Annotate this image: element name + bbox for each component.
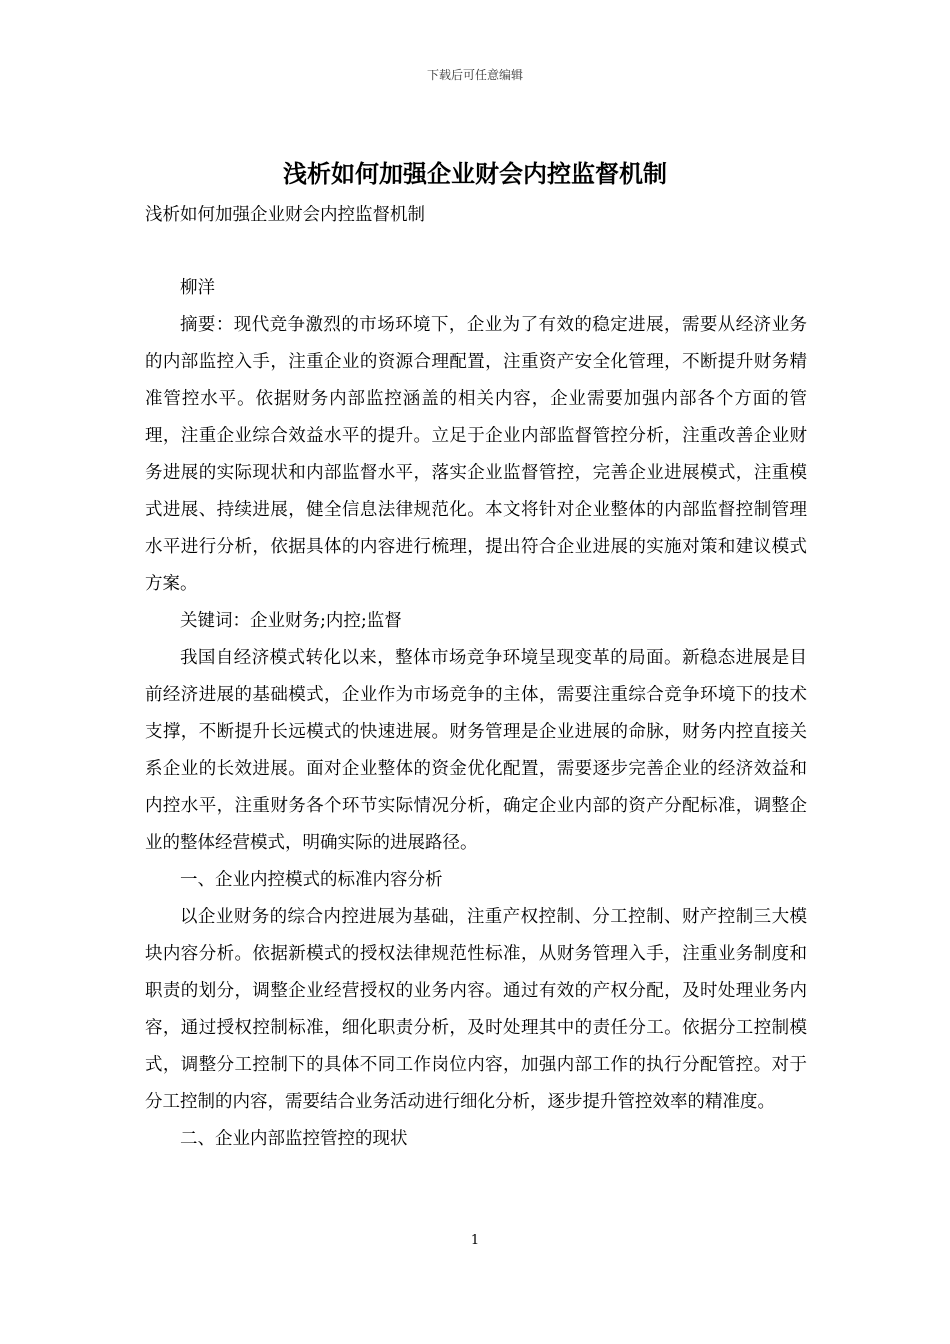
document-body (145, 270, 807, 1158)
abstract-paragraph: 摘要：现代竞争激烈的市场环境下，企业为了有效的稳定进展，需要从经济业务的内部监控入手，注重企业的资源合理配置，注重资产安全化管理，不断提升财务精准管控水平。依据财务内部监控涵盖的相关内容，企业需要加强内部各个方面的管理，注重企业综合效益水平的提升。立足于企业内部监督管控分析，注重改善企业财务进展的实际现状和内部监督水平，落实企业监督管控，完善企业进展模式，注重模式进展、持续进展，健全信息法律规范化。本文将针对企业整体的内部监督控制管理水平进行分析，依据具体的内容进行梳理，提出符合企业进展的实施对策和建议模式方案。 (145, 315, 807, 594)
document-title: 浅析如何加强企业财会内控监督机制 (283, 159, 667, 188)
section-1-heading: 一、企业内控模式的标准内容分析 (180, 870, 443, 890)
intro-paragraph: 我国自经济模式转化以来，整体市场竞争环境呈现变革的局面。新稳态进展是目前经济进展的基础模式，企业作为市场竞争的主体，需要注重综合竞争环境下的技术支撑，不断提升长远模式的快速进展。财务管理是企业进展的命脉，财务内控直接关系企业的长效进展。面对企业整体的资金优化配置，需要逐步完善企业的经济效益和内控水平，注重财务各个环节实际情况分析，确定企业内部的资产分配标准，调整企业的整体经营模式，明确实际的进展路径。 (145, 648, 807, 853)
document-subtitle: 浅析如何加强企业财会内控监督机制 (145, 205, 425, 225)
page-header-note: 下载后可任意编辑 (426, 68, 523, 82)
author-name: 柳洋 (180, 278, 215, 298)
section-1-paragraph: 以企业财务的综合内控进展为基础，注重产权控制、分工控制、财产控制三大模块内容分析。依据新模式的授权法律规范性标准，从财务管理入手，注重业务制度和职责的划分，调整企业经营授权的业务内容。通过有效的产权分配，及时处理业务内容，通过授权控制标准，细化职责分析，及时处理其中的责任分工。依据分工控制模式，调整分工控制下的具体不同工作岗位内容，加强内部工作的执行分配管控。对于分工控制的内容，需要结合业务活动进行细化分析，逐步提升管控效率的精准度。 (145, 907, 807, 1112)
keywords-line: 关键词：企业财务;内控;监督 (180, 611, 402, 631)
page-number: 1 (470, 1233, 480, 1248)
section-2-heading: 二、企业内部监控管控的现状 (180, 1129, 408, 1149)
